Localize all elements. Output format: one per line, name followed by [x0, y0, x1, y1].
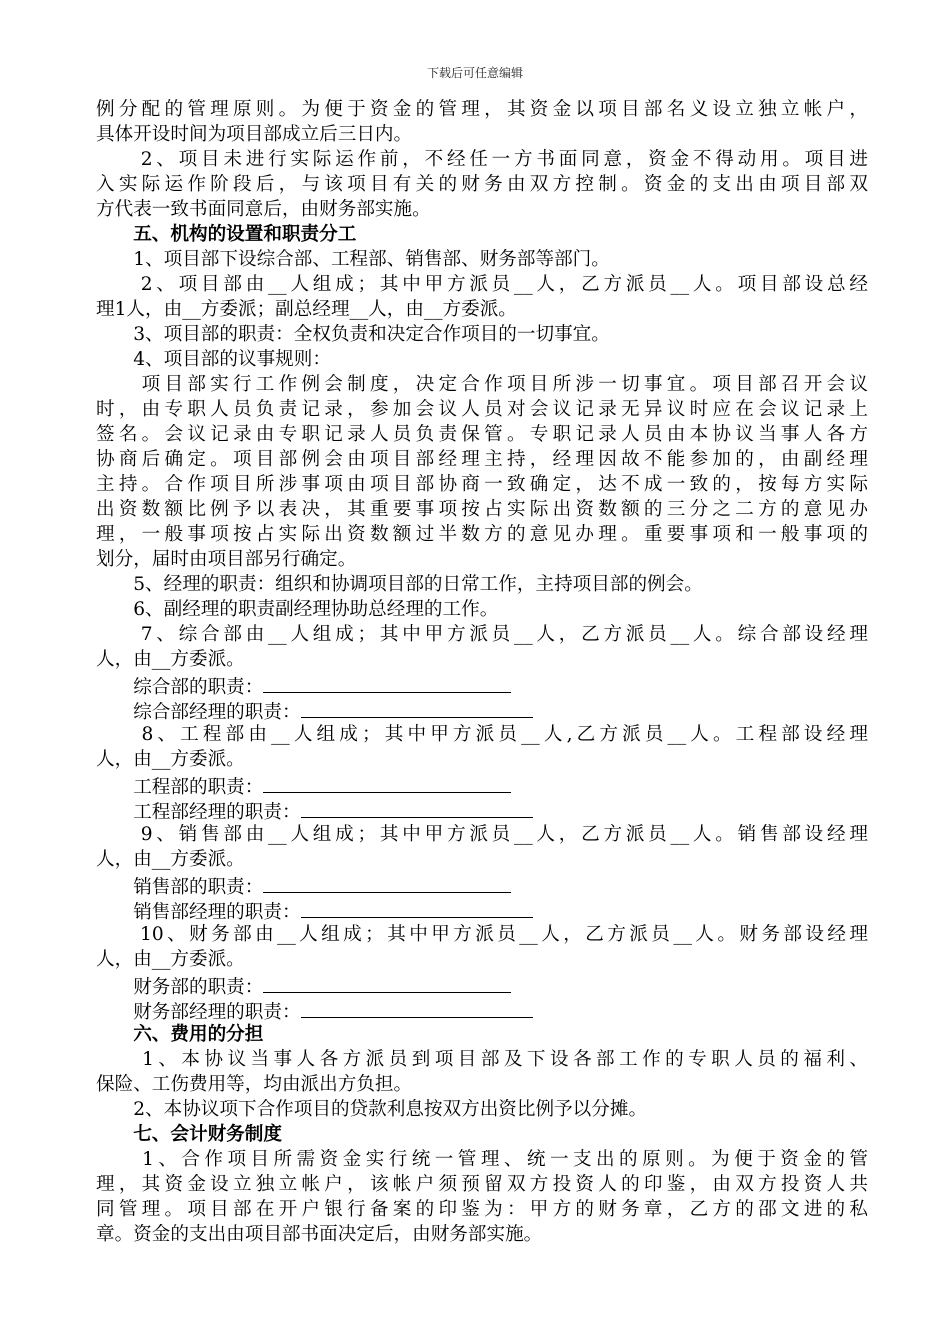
paragraph-line: 8、工程部由__人组成；其中甲方派员__人,乙方派员__人。工程部设经理 — [96, 724, 868, 745]
paragraph-line: 理1人，由__方委派；副总经理__人，由__方委派。 — [96, 299, 517, 320]
blank-fill-line — [263, 672, 511, 693]
paragraph-line: 项目部实行工作例会制度，决定合作项目所涉一切事宜。项目部召开会议 — [96, 374, 868, 395]
paragraph-line: 7、综合部由__人组成；其中甲方派员__人，乙方派员__人。综合部设经理 — [96, 624, 868, 645]
paragraph-line: 入实际运作阶段后，与该项目有关的财务由双方控制。资金的支出由项目部双 — [96, 174, 868, 195]
paragraph-line: 理，一般事项按占实际出资数额过半数方的意见办理。重要事项和一般事项的 — [96, 524, 868, 545]
duty-field-label: 工程部的职责： — [96, 777, 264, 798]
paragraph-line: 时，由专职人员负责记录，参加会议人员对会议记录无异议时应在会议记录上 — [96, 399, 868, 420]
section-heading: 六、费用的分担 — [96, 1024, 264, 1045]
document-body — [96, 97, 868, 1247]
paragraph-line: 2、项目未进行实际运作前，不经任一方书面同意，资金不得动用。项目进 — [96, 149, 868, 170]
paragraph-line: 方代表一致书面同意后，由财务部实施。 — [96, 199, 431, 220]
paragraph-line: 同管理。项目部在开户银行备案的印鉴为：甲方的财务章，乙方的邵文进的私 — [96, 1199, 868, 1220]
duty-field-row — [96, 897, 868, 922]
paragraph-line: 例分配的管理原则。为便于资金的管理，其资金以项目部名义设立独立帐户， — [96, 99, 868, 120]
paragraph-line: 保险、工伤费用等，均由派出方负担。 — [96, 1074, 413, 1095]
blank-fill-line — [301, 697, 533, 718]
blank-fill-line — [263, 772, 511, 793]
paragraph-line: 理，其资金设立独立帐户，该帐户须预留双方投资人的印鉴，由双方投资人共 — [96, 1174, 868, 1195]
paragraph-line: 9、销售部由__人组成；其中甲方派员__人，乙方派员__人。销售部设经理 — [96, 824, 868, 845]
paragraph-line: 主持。合作项目所涉事项由项目部协商一致确定，达不成一致的，按每方实际 — [96, 474, 868, 495]
paragraph-line: 人，由__方委派。 — [96, 649, 245, 670]
duty-field-row — [96, 872, 868, 897]
paragraph-line: 人，由__方委派。 — [96, 949, 245, 970]
paragraph-line: 人，由__方委派。 — [96, 749, 245, 770]
blank-fill-line — [263, 872, 511, 893]
page-header: 下载后可任意编辑 — [426, 66, 523, 80]
duty-field-row — [96, 772, 868, 797]
duty-field-label: 销售部的职责： — [96, 877, 264, 898]
duty-field-label: 财务部的职责： — [96, 977, 264, 998]
paragraph-line: 6、副经理的职责副经理协助总经理的工作。 — [96, 599, 499, 620]
paragraph-line: 1、本协议当事人各方派员到项目部及下设各部工作的专职人员的福利、 — [96, 1049, 868, 1070]
blank-fill-line — [301, 797, 533, 818]
paragraph-line: 章。资金的支出由项目部书面决定后，由财务部实施。 — [96, 1224, 543, 1245]
duty-field-row — [96, 972, 868, 997]
paragraph-line: 签名。会议记录由专职记录人员负责保管。专职记录人员由本协议当事人各方 — [96, 424, 868, 445]
paragraph-line: 5、经理的职责：组织和协调项目部的日常工作，主持项目部的例会。 — [96, 574, 703, 595]
paragraph-line: 划分，届时由项目部另行确定。 — [96, 549, 357, 570]
paragraph-line: 4、项目部的议事规则： — [96, 349, 331, 370]
duty-field-row — [96, 997, 868, 1022]
paragraph-line: 2、项目部由__人组成；其中甲方派员__人，乙方派员__人。项目部设总经 — [96, 274, 868, 295]
blank-fill-line — [263, 972, 511, 993]
duty-field-row — [96, 797, 868, 822]
duty-field-label: 综合部经理的职责： — [96, 702, 301, 723]
paragraph-line: 协商后确定。项目部例会由项目部经理主持，经理因故不能参加的，由副经理 — [96, 449, 868, 470]
paragraph-line: 10、财务部由__人组成；其中甲方派员__人，乙方派员__人。财务部设经理 — [96, 924, 868, 945]
duty-field-label: 综合部的职责： — [96, 677, 264, 698]
paragraph-line: 1、项目部下设综合部、工程部、销售部、财务部等部门。 — [96, 249, 610, 270]
section-heading: 七、会计财务制度 — [96, 1124, 282, 1145]
blank-fill-line — [301, 897, 533, 918]
duty-field-label: 销售部经理的职责： — [96, 902, 301, 923]
paragraph-line: 人，由__方委派。 — [96, 849, 245, 870]
paragraph-line: 3、项目部的职责：全权负责和决定合作项目的一切事宜。 — [96, 324, 610, 345]
blank-fill-line — [301, 997, 533, 1018]
duty-field-label: 财务部经理的职责： — [96, 1002, 301, 1023]
paragraph-line: 2、本协议项下合作项目的贷款利息按双方出资比例予以分摊。 — [96, 1099, 648, 1120]
section-heading: 五、机构的设置和职责分工 — [96, 224, 357, 245]
paragraph-line: 1、合作项目所需资金实行统一管理、统一支出的原则。为便于资金的管 — [96, 1149, 868, 1170]
duty-field-row — [96, 672, 868, 697]
paragraph-line: 出资数额比例予以表决，其重要事项按占实际出资数额的三分之二方的意见办 — [96, 499, 868, 520]
duty-field-row — [96, 697, 868, 722]
duty-field-label: 工程部经理的职责： — [96, 802, 301, 823]
paragraph-line: 具体开设时间为项目部成立后三日内。 — [96, 124, 413, 145]
